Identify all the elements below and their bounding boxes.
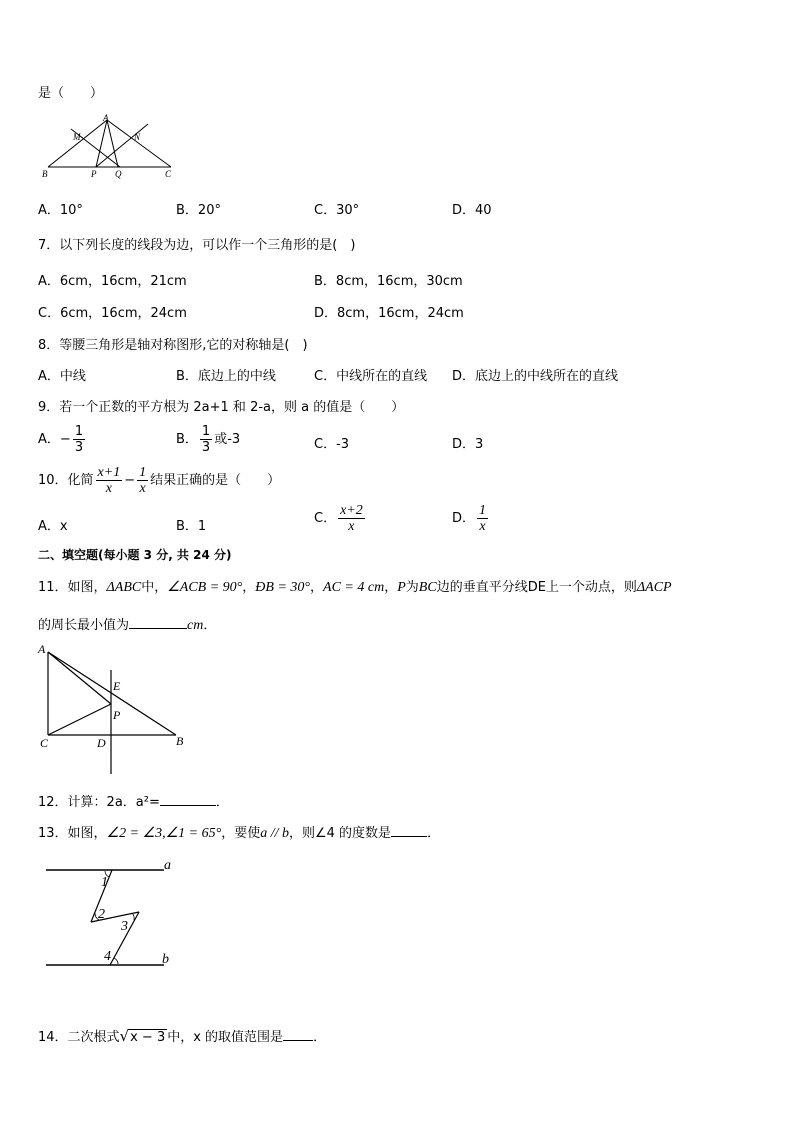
q10-option-b[interactable]: B．1 bbox=[176, 519, 207, 534]
q9-option-c[interactable]: C．-3 bbox=[314, 437, 350, 452]
q6-figure bbox=[40, 112, 190, 184]
q11-label-e: E bbox=[113, 679, 121, 693]
q10-option-d[interactable]: D． $\frac{1}{x}$ bbox=[452, 503, 487, 534]
q13-stem: 13．如图，∠2 = ∠3,∠1 = 65°，要使a // b，则∠4 的度数是 ． bbox=[38, 826, 441, 841]
q13-label-3: 3 bbox=[121, 919, 128, 934]
q6-option-b[interactable]: B．20° bbox=[176, 203, 221, 218]
q11-label-d: D bbox=[97, 736, 106, 750]
q13-figure bbox=[46, 852, 191, 972]
q11-line-2: 的周长最小值为 cm． bbox=[38, 618, 217, 633]
q13-label-a: a bbox=[164, 858, 171, 873]
q7-option-a[interactable]: A．6cm，16cm，21cm bbox=[38, 274, 187, 289]
q11-answer-blank[interactable] bbox=[129, 616, 187, 629]
q6-label-b: B bbox=[42, 169, 48, 179]
q9-option-b[interactable]: B． $\frac{1}{3}$ 或-3 bbox=[176, 424, 241, 455]
q14-answer-blank[interactable] bbox=[283, 1028, 313, 1041]
q10-fraction-2: $\frac{1}{x}$ bbox=[139, 465, 147, 496]
q6-option-a[interactable]: A．10° bbox=[38, 203, 83, 218]
q10-option-c-fraction: $\frac{x+2}{x}$ bbox=[340, 503, 363, 534]
q8-option-a[interactable]: A．中线 bbox=[38, 369, 86, 384]
q11-label-a: A bbox=[38, 642, 46, 656]
q13-label-4: 4 bbox=[104, 949, 111, 964]
q9-option-d[interactable]: D．3 bbox=[452, 437, 484, 452]
q6-label-m: M bbox=[73, 132, 81, 142]
q10-stem: 10．化简 $\frac{x+1}{x}$ − $\frac{1}{x}$ 结果正确的是（ ） bbox=[38, 465, 281, 496]
q9-option-a-fraction: $\frac{1}{3}$ bbox=[74, 424, 84, 455]
section-2-heading: 二、填空题(每小题 3 分, 共 24 分) bbox=[38, 548, 232, 562]
q6-option-d[interactable]: D．40 bbox=[452, 203, 492, 218]
q9-option-b-fraction: $\frac{1}{3}$ bbox=[201, 424, 211, 455]
q13-label-b: b bbox=[162, 952, 169, 967]
q10-option-d-fraction: $\frac{1}{x}$ bbox=[479, 503, 487, 534]
q6-option-c[interactable]: C．30° bbox=[314, 203, 360, 218]
q11-figure bbox=[36, 642, 196, 777]
q7-option-b[interactable]: B．8cm，16cm，30cm bbox=[314, 274, 463, 289]
q10-fraction-1: $\frac{x+1}{x}$ bbox=[97, 465, 121, 496]
q11-stem: 11．如图，ΔABC中，∠ACB = 90°，ÐB = 30°，AC = 4 cm，P为BC边的垂直平分线DE上一个动点，则ΔACP bbox=[38, 580, 672, 595]
q13-label-2: 2 bbox=[98, 907, 105, 922]
q7-stem: 7．以下列长度的线段为边，可以作一个三角形的是( ) bbox=[38, 238, 356, 253]
q12-stem: 12．计算：2a．a²= ． bbox=[38, 795, 229, 810]
q11-label-p: P bbox=[113, 708, 121, 722]
q9-option-a[interactable]: A．− $\frac{1}{3}$ bbox=[38, 424, 84, 455]
q8-option-d[interactable]: D．底边上的中线所在的直线 bbox=[452, 369, 619, 384]
q10-option-a[interactable]: A．x bbox=[38, 519, 68, 534]
q6-label-q: Q bbox=[115, 169, 122, 179]
q6-label-n: N bbox=[134, 132, 141, 142]
q11-label-b: B bbox=[176, 734, 184, 748]
q8-option-c[interactable]: C．中线所在的直线 bbox=[314, 369, 428, 384]
q12-answer-blank[interactable] bbox=[160, 793, 216, 806]
q10-option-c[interactable]: C． $\frac{x+2}{x}$ bbox=[314, 503, 363, 534]
q7-option-d[interactable]: D．8cm，16cm，24cm bbox=[314, 306, 464, 321]
q13-label-1: 1 bbox=[101, 875, 108, 890]
q9-stem: 9．若一个正数的平方根为 2a+1 和 2-a，则 a 的值是（ ） bbox=[38, 400, 405, 415]
q6-label-a: A bbox=[103, 113, 109, 123]
q6-label-p: P bbox=[91, 169, 97, 179]
q11-label-c: C bbox=[40, 736, 49, 750]
sqrt-icon: √ bbox=[119, 1027, 130, 1045]
q6-label-c: C bbox=[165, 169, 172, 179]
q8-stem: 8．等腰三角形是轴对称图形,它的对称轴是( ) bbox=[38, 338, 308, 353]
q13-answer-blank[interactable] bbox=[391, 824, 427, 837]
q14-stem: 14．二次根式√x − 3 中，x 的取值范围是 ． bbox=[38, 1027, 327, 1045]
q7-option-c[interactable]: C．6cm，16cm，24cm bbox=[38, 306, 187, 321]
q8-option-b[interactable]: B．底边上的中线 bbox=[176, 369, 276, 384]
q6-tail: 是（ ） bbox=[38, 86, 104, 101]
